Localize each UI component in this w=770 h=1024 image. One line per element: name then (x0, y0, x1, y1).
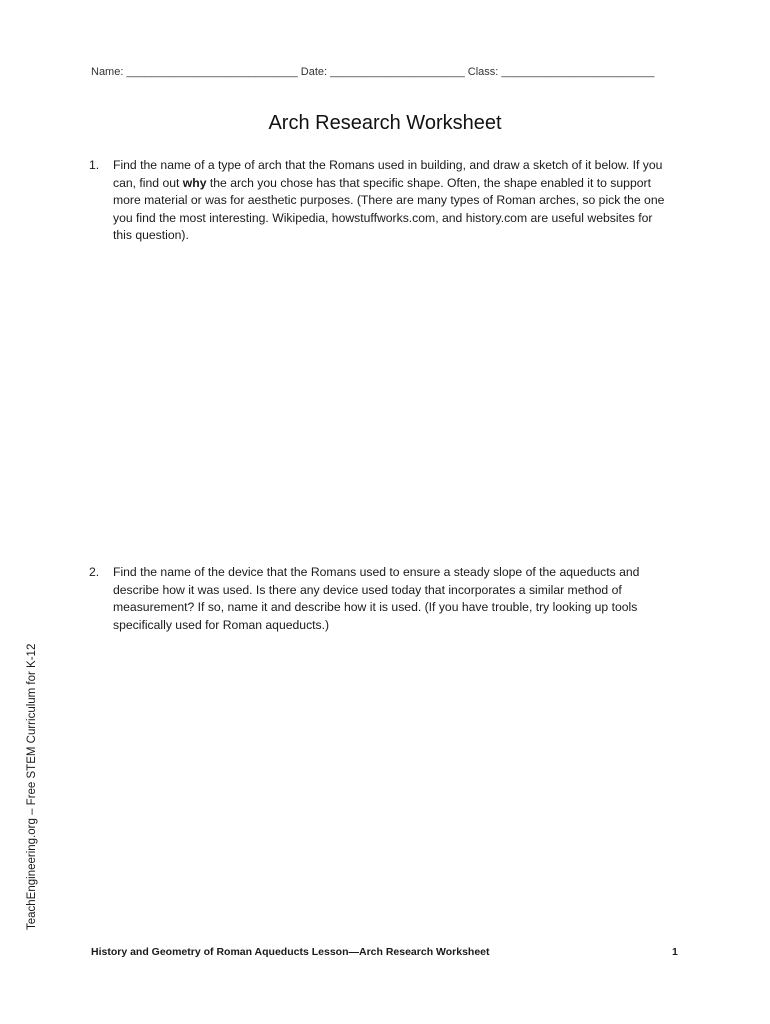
question-1-text-part-1: Find the name of a type of arch that the Romans used in building, and draw a sketch of it below. If you can, find out (113, 158, 663, 190)
worksheet-title: Arch Research Worksheet (268, 112, 502, 134)
question-1-text-part-2: the arch you chose has that specific shape. Often, the shape enabled it to support more material or was for aesthetic purposes. (There are many types of Roman arches, so pick the one you find the most interesting. Wikipedia, howstuffworks.com, and history.com are useful websites for this question). (113, 175, 665, 243)
student-info-line: Name: ____________________________ Date: ______________________ Class: _________________________ (91, 66, 655, 78)
question-1-emphasis: why (182, 175, 207, 190)
question-1 (89, 157, 669, 245)
question-1-number: 1. (89, 158, 100, 172)
footer-title: History and Geometry of Roman Aqueducts Lesson—Arch Research Worksheet (91, 946, 490, 958)
question-2-number: 2. (89, 565, 100, 579)
question-1-text (113, 157, 669, 245)
sidebar-credit: TeachEngineering.org – Free STEM Curriculum for K-12 (26, 643, 38, 930)
page-number: 1 (672, 946, 678, 958)
question-2-text: Find the name of the device that the Romans used to ensure a steady slope of the aqueducts and describe how it was used. Is there any device used today that incorporates a similar method of measurement? If so, name it and describe how it is used. (If you have trouble, try looking up tools specifically used for Roman aqueducts.) (113, 565, 640, 632)
question-2 (89, 564, 669, 634)
